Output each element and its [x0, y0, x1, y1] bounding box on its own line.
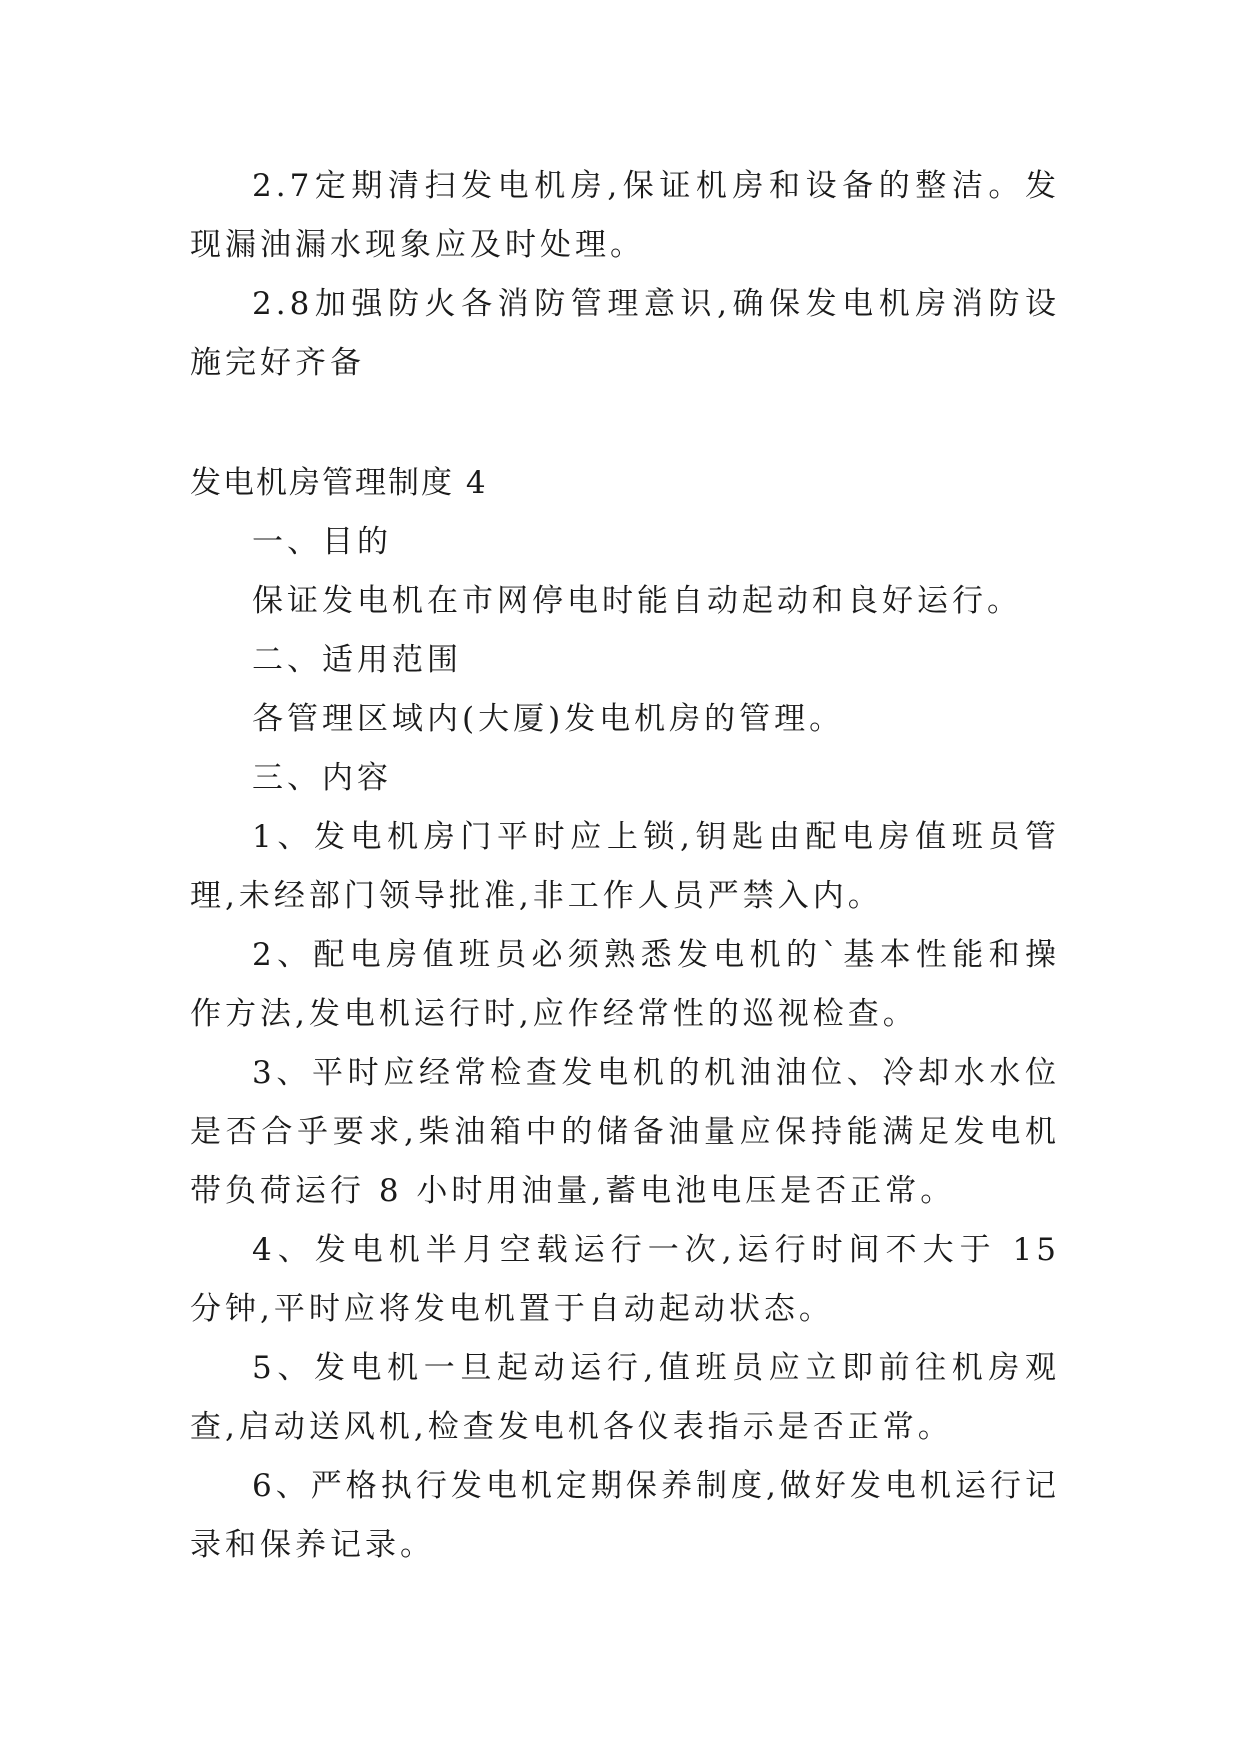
section-title: 发电机房管理制度 4	[190, 465, 488, 501]
content-item-5: 5、发电机一旦起动运行,值班员应立即前往机房观查,启动送风机,检查发电机各仪表指示是否正常。	[190, 1350, 1060, 1445]
document-body	[190, 157, 1060, 1575]
heading-purpose: 一、目的	[252, 524, 392, 560]
content-item-2: 2、配电房值班员必须熟悉发电机的`基本性能和操作方法,发电机运行时,应作经常性的巡视检查。	[190, 937, 1060, 1032]
heading-content: 三、内容	[252, 760, 392, 796]
content-item-1: 1、发电机房门平时应上锁,钥匙由配电房值班员管理,未经部门领导批准,非工作人员严禁入内。	[190, 819, 1060, 914]
content-item-3: 3、平时应经常检查发电机的机油油位、冷却水水位是否合乎要求,柴油箱中的储备油量应保持能满足发电机带负荷运行 8 小时用油量,蓄电池电压是否正常。	[190, 1055, 1060, 1209]
section-spacer	[190, 393, 1060, 454]
heading-scope: 二、适用范围	[252, 642, 462, 678]
content-item-4: 4、发电机半月空载运行一次,运行时间不大于 15 分钟,平时应将发电机置于自动起动状态。	[190, 1232, 1060, 1327]
paragraph-purpose: 保证发电机在市网停电时能自动起动和良好运行。	[252, 583, 1022, 619]
paragraph-2-7: 2.7定期清扫发电机房,保证机房和设备的整洁。发现漏油漏水现象应及时处理。	[190, 168, 1060, 263]
paragraph-2-8: 2.8加强防火各消防管理意识,确保发电机房消防设施完好齐备	[190, 286, 1060, 381]
content-item-6: 6、严格执行发电机定期保养制度,做好发电机运行记录和保养记录。	[190, 1468, 1060, 1563]
paragraph-scope: 各管理区域内(大厦)发电机房的管理。	[252, 701, 845, 737]
